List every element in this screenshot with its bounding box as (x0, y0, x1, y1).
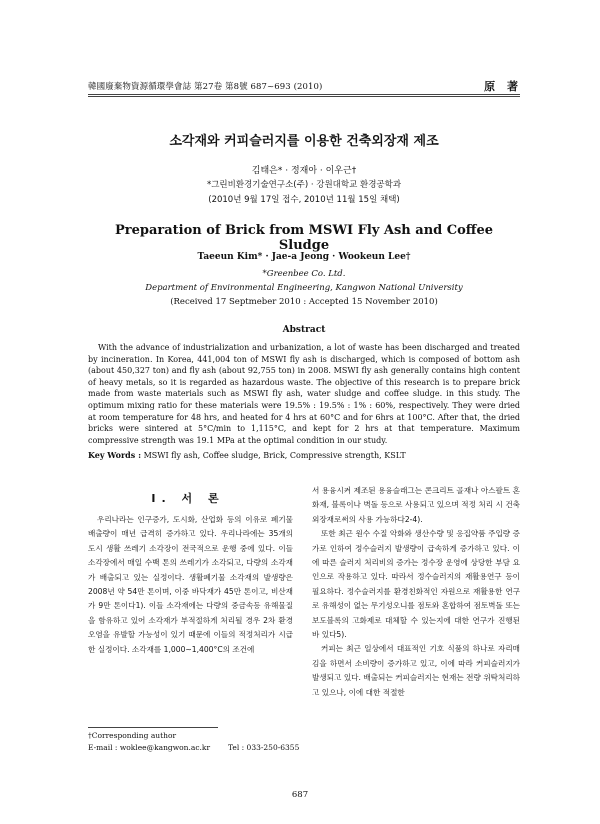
title-korean: 소각재와 커피슬러지를 이용한 건축외장재 제조 (169, 134, 439, 149)
authors-english: Taeeun Kim* · Jae-a Jeong · Wookeun Lee† (197, 252, 411, 262)
paragraph: 커피는 최근 일상에서 대표적인 기호 식품의 하나로 자리매김을 하면서 소비량이 증가하고 있고, 이에 따라 커피슬러지가 발생되고 있다. 배출되는 커피슬러지는 현재는 전량 위탁처리하고 있으나, 이에 대한 적절한 (312, 644, 520, 697)
paragraph: 또한 최근 원수 수질 악화와 생산수량 및 응집약품 주입량 증가로 인하여 정수슬러지 발생량이 급속하게 증가하고 있다. 이에 따른 슬러지 처리비의 증가는 정수장 운영에 상당한 부담 요인으로 작용하고 있다. 따라서 정수슬러지의 재활용연구 등이 필요하다. 정수슬러지를 환경친화적인 자원으로 재활용한 연구로 유해성이 없는 무기성오니를 점토와 혼합하여 점토벽돌 또는 보도블록의 고화제로 대체할 수 있는지에 대한 연구가 진행된 바 있다5). (312, 529, 520, 640)
paragraph: 서 용융시켜 제조된 용융슬래그는 콘크리트 골재나 아스팔트 혼화재, 블록이나 벽돌 등으로 사용되고 있으며 적정 처리 시 건축외장재로써의 사용 가능하다2-4). (312, 486, 520, 524)
keywords (88, 450, 520, 460)
header-rule-double (88, 96, 520, 97)
header-rule (88, 94, 520, 95)
article-type-label: 原 著 (484, 80, 522, 93)
footnote-email: E-mail : woklee@kangwon.ac.kr (88, 743, 211, 752)
journal-citation: 韓國廢棄物資源循環學會誌 第27卷 第8號 687~693 (2010) (88, 82, 323, 92)
section-heading-introduction: I. 서 론 (151, 492, 225, 505)
keywords-label: Key Words : (88, 450, 142, 460)
page-number: 687 (291, 790, 309, 800)
authors-korean: 김태은* · 정재아 · 이우근† (251, 166, 357, 176)
dates-korean: (2010년 9월 17일 접수, 2010년 11월 15일 채택) (208, 195, 400, 205)
body-left-column: 우리나라는 인구증가, 도시화, 산업화 등의 이유로 폐기물 배출량이 매년 급격히 증가하고 있다. 우리나라에는 35개의 도시 생활 쓰레기 소각장이 전국적으로 운행 중에 있다. 이들 소각장에서 매일 수백 톤의 쓰레기가 소각되고, 다량의 소각재가 배출되고 있는 실정이다. 생활폐기물 소각재의 발생량은 2008년 약 54만 톤이며, 이중 바닥재가 45만 톤이고, 비산재가 9만 톤이다1). 이들 소각재에는 다량의 중금속등 유해물질을 함유하고 있어 소각재가 부적절하게 처리될 경우 2차 환경오염을 유발할 가능성이 있기 때문에 이들의 적정처리가 시급한 실정이다. 소각재를 1,000~1,400°C의 조건에 (88, 515, 293, 654)
affiliation-korean: *그린비환경기술연구소(주) · 강원대학교 환경공학과 (206, 180, 402, 190)
footnote-rule (88, 727, 218, 728)
abstract-heading: Abstract (282, 325, 326, 335)
body-right-column (312, 484, 520, 700)
title-english: Preparation of Brick from MSWI Fly Ash and Coffee Sludge (114, 223, 493, 253)
dates-english: (Received 17 Septmeber 2010 : Accepted 15 November 2010) (170, 297, 438, 307)
footnote-corresponding: †Corresponding author (88, 731, 177, 740)
footnote-tel: Tel : 033-250-6355 (228, 743, 300, 752)
abstract-text: With the advance of industrialization and urbanization, a lot of waste has been discharged and treated by incineration. In Korea, 441,004 ton of MSWI fly ash is discharged, which is composed of bottom ash (about 450,327 ton) and fly ash (about 92,755 ton) in 2008. MSWI fly ash generally contains high content of heavy metals, so it is regarded as hazardous waste. The objective of this research is to prepare brick made from waste materials such as MSWI fly ash, water sludge and coffee sludge. in this study. The optimum mixing ratio for these materials were 19.5% : 19.5% : 1% : 60%, respectively. They were dried at room temperature for 48 hrs, and heated for 4 hrs at 60°C and for 6hrs at 100°C. After that, the dried bricks were sintered at 5°C/min to 1,115°C, and kept for 2 hrs at that temperature. Maximum compressive strength was 19.1 MPa at the optimal condition in our study. (88, 343, 520, 445)
affiliation-english-department: Department of Environmental Engineering, Kangwon National University (145, 283, 463, 293)
affiliation-english-company: *Greenbee Co. Ltd. (262, 269, 346, 279)
keywords-list: MSWI fly ash, Coffee sludge, Brick, Compressive strength, KSLT (143, 451, 406, 460)
